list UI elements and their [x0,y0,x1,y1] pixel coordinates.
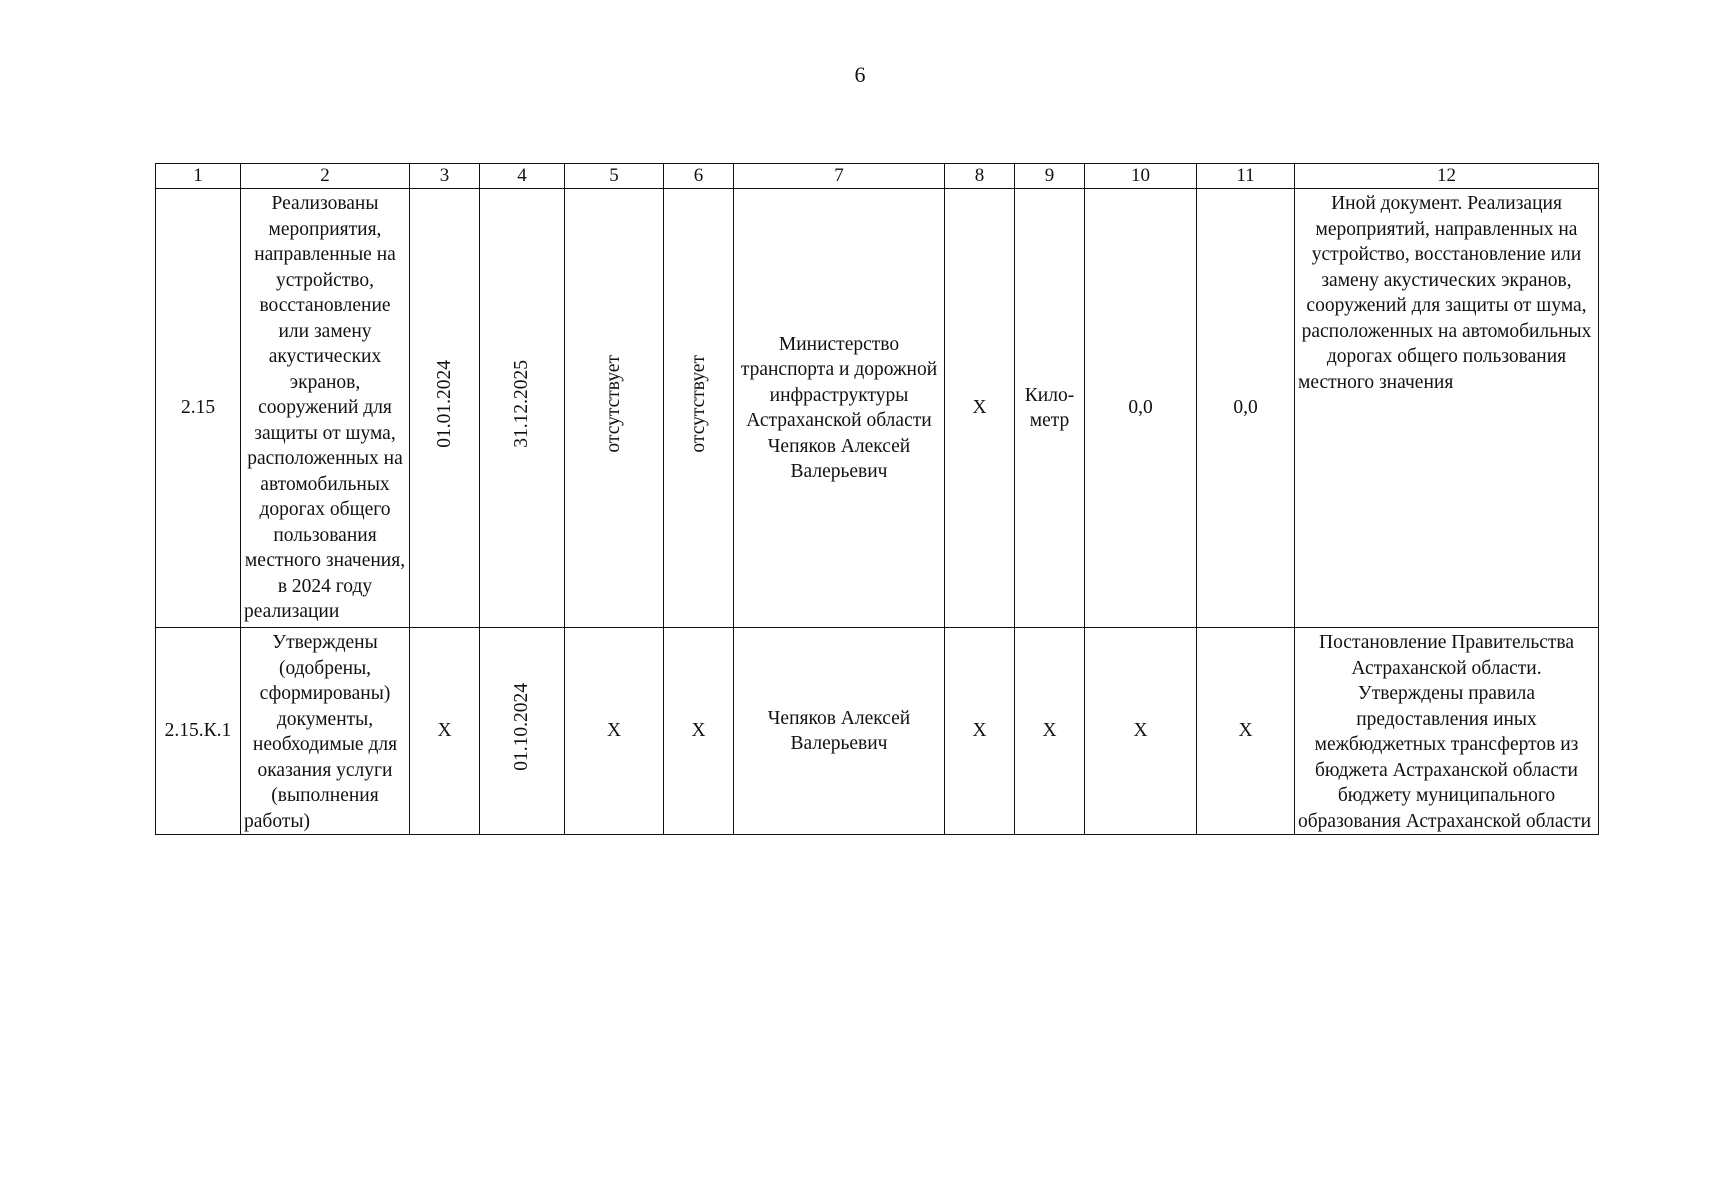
header-cell: 3 [410,164,480,189]
column-6-text: отсутствует [687,355,709,454]
row-number-cell: 2.15 [156,189,241,628]
header-cell: 4 [480,164,565,189]
end-date-text: 01.10.2024 [511,683,533,772]
start-date-cell [410,189,480,628]
start-date-cell: X [410,628,480,835]
column-11-cell: 0,0 [1197,189,1295,628]
header-cell: 1 [156,164,241,189]
column-8-cell: X [945,189,1015,628]
header-cell: 8 [945,164,1015,189]
table-header-row [156,164,1599,189]
start-date-text: 01.01.2024 [433,360,455,449]
event-name-cell: Утверждены (одобрены, сформированы) документы, необходимые для оказания услуги (выполнения работы) [241,628,410,835]
responsible-cell: Министерство транспорта и дорожной инфраструктуры Астраханской области Чепяков Алексей Валерьевич [734,189,945,628]
column-6-cell [664,189,734,628]
event-name-cell: Реализованы мероприятия, направленные на устройство, восстановление или замену акустических экранов, сооружений для защиты от шума, расположенных на автомобильных дорогах общего пользования местного значения, в 2024 году реализации [241,189,410,628]
row-number-cell: 2.15.К.1 [156,628,241,835]
header-cell: 10 [1085,164,1197,189]
document-cell: Иной документ. Реализация мероприятий, направленных на устройство, восстановление или замену акустических экранов, сооружений для защиты от шума, расположенных на автомобильных дорогах общего пользования местного значения [1295,189,1599,628]
header-cell: 11 [1197,164,1295,189]
end-date-cell [480,628,565,835]
column-5-text: отсутствует [603,355,625,454]
column-10-cell: 0,0 [1085,189,1197,628]
control-points-table [155,163,1599,835]
unit-cell: Кило- метр [1015,189,1085,628]
column-6-cell: X [664,628,734,835]
page-number: 6 [854,62,866,87]
table-row [156,189,1599,628]
header-cell: 12 [1295,164,1599,189]
column-11-cell: X [1197,628,1295,835]
header-cell: 6 [664,164,734,189]
responsible-cell: Чепяков Алексей Валерьевич [734,628,945,835]
column-5-cell [565,189,664,628]
column-8-cell: X [945,628,1015,835]
column-10-cell: X [1085,628,1197,835]
end-date-cell [480,189,565,628]
header-cell: 5 [565,164,664,189]
end-date-text: 31.12.2025 [511,360,533,449]
header-cell: 7 [734,164,945,189]
unit-cell: X [1015,628,1085,835]
header-cell: 2 [241,164,410,189]
column-5-cell: X [565,628,664,835]
document-cell: Постановление Правительства Астраханской области. Утверждены правила предоставления иных межбюджетных трансфертов из бюджета Астраханской области бюджету муниципального образования Астраханской области [1295,628,1599,835]
header-cell: 9 [1015,164,1085,189]
table-row [156,628,1599,835]
